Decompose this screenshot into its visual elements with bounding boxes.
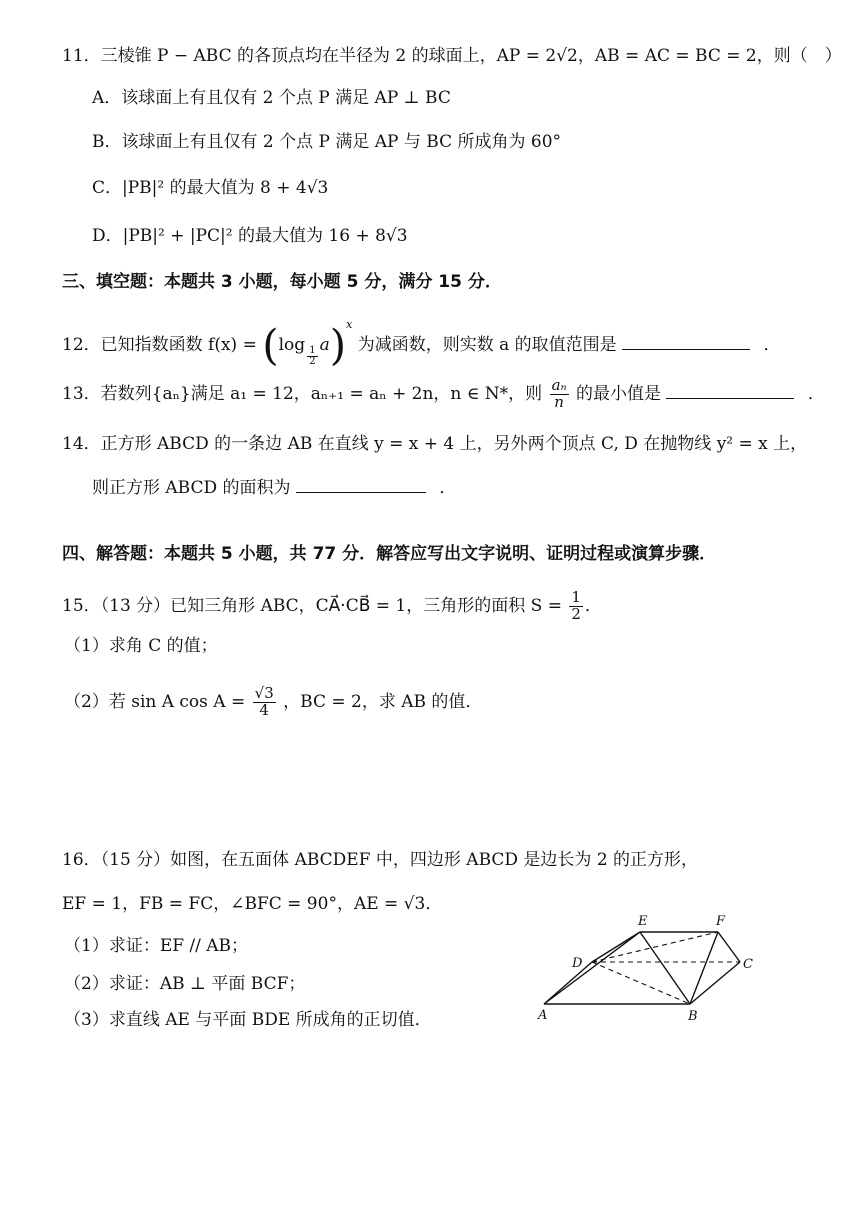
q16-line1: 16．（15 分）如图，在五面体 ABCDEF 中，四边形 ABCD 是边长为 2 的正方形， [62,850,699,870]
q14-answer-blank[interactable] [296,492,426,493]
q13-before: 13．若数列{aₙ}满足 a₁ = 12，aₙ₊₁ = aₙ + 2n，n ∈ N*，则 [62,383,543,404]
right-paren: ) [329,320,347,370]
q16-part2: （2）求证：AB ⊥ 平面 BCF； [64,974,306,994]
label-A: A [538,1008,548,1023]
q14-line1: 14．正方形 ABCD 的一条边 AB 在直线 y = x + 4 上，另外两个顶点 C, D 在抛物线 y² = x 上， [62,434,808,454]
edge-AD [544,962,592,1004]
q12-after: 为减函数，则实数 a 的取值范围是 [357,335,617,355]
q15-part2-after: ，BC = 2，求 AB 的值． [283,691,483,712]
q16-part3: （3）求直线 AE 与平面 BDE 所成角的正切值． [64,1010,432,1030]
label-C: C [743,957,753,972]
q11-option-b: B．该球面上有且仅有 2 个点 P 满足 AP 与 BC 所成角为 60° [92,132,562,152]
q11-option-d: D．|PB|² + |PC|² 的最大值为 16 + 8√3 [92,226,408,246]
q16-line2: EF = 1，FB = FC，∠BFC = 90°，AE = √3． [62,894,443,914]
q16-part1: （1）求证：EF // AB； [64,936,249,956]
q14-end: ． [439,478,457,498]
q13-num: aₙ [551,376,567,394]
q12-base: a [319,335,330,355]
q13 [62,378,825,411]
q12-before: 12．已知指数函数 f(x) = [62,335,257,355]
edge-EB [640,932,690,1004]
edge-DF-hidden [592,932,718,962]
q11-stem: 11．三棱锥 P − ABC 的各顶点均在半径为 2 的球面上，AP = 2√2，AB = AC = BC = 2，则（ ） [62,46,842,66]
q15-p2-den: 4 [259,700,269,719]
q15-stem [62,590,602,623]
label-F: F [716,914,726,929]
pentahedron-figure [530,912,770,1032]
q12 [62,318,780,368]
edge-DE [592,932,640,962]
q15-p2-num: √3 [254,684,274,702]
q15-s-den: 2 [571,604,581,623]
q12-log: log [278,335,306,355]
q11-option-a: A．该球面上有且仅有 2 个点 P 满足 AP ⊥ BC [92,88,451,108]
label-E: E [638,914,648,929]
q13-after: 的最小值是 [576,383,661,404]
label-D: D [572,956,583,971]
section-4-heading: 四、解答题：本题共 5 小题，共 77 分．解答应写出文字说明、证明过程或演算步骤． [62,544,717,564]
edge-FC [718,932,740,962]
edge-FB [690,932,718,1004]
q13-den: n [554,392,564,411]
q15-stem-text: 15．（13 分）已知三角形 ABC，CA⃗·CB⃗ = 1，三角形的面积 S = [62,595,562,616]
q15-part1: （1）求角 C 的值； [64,636,218,656]
q13-end: ． [807,383,825,404]
q15-stem-end: ． [584,595,602,616]
q11-option-c: C．|PB|² 的最大值为 8 + 4√3 [92,178,329,198]
q12-exp: x [346,318,353,331]
q15-part2-before: （2）若 sin A cos A = [64,691,246,712]
q15-s-num: 1 [571,588,581,606]
q12-answer-blank[interactable] [622,349,750,350]
edge-AE [544,932,640,1004]
q15-part2 [64,686,482,719]
section-3-heading: 三、填空题：本题共 3 小题，每小题 5 分，满分 15 分． [62,272,502,292]
label-B: B [688,1009,698,1024]
q12-sub-num: 1 [309,344,316,356]
q12-sub-den: 2 [309,356,316,367]
left-paren: ( [262,320,279,370]
q14-line2-text: 则正方形 ABCD 的面积为 [92,478,291,498]
q14-line2 [92,478,456,498]
q12-end: ． [763,335,781,355]
q13-answer-blank[interactable] [666,398,794,399]
